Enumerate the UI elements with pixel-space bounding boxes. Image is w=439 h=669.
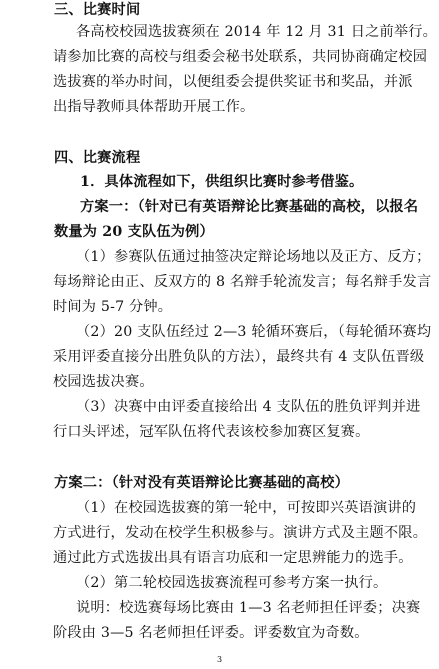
plan1-step3-line-2: 行口头评述，冠军队伍将代表该校参加赛区复赛。	[53, 424, 370, 440]
plan1-step3-line-1: （3）决赛中由评委直接给出 4 支队伍的胜负评判并进	[76, 399, 421, 415]
plan1-step1-line-1: （1）参赛队伍通过抽签决定辩论场地以及正方、反方；	[76, 249, 431, 265]
section-heading-flow: 四、比赛流程	[54, 150, 141, 166]
plan2-step1-line-1: （1）在校园选拔赛的第一轮中，可按即兴英语演讲的	[76, 500, 417, 516]
time-para-line-3: 选拔赛的举办时间，以便组委会提供奖证书和奖品，并派	[53, 74, 413, 90]
plan2-title: 方案二：（针对没有英语辩论比赛基础的高校）	[54, 475, 350, 491]
section-heading-time: 三、比赛时间	[54, 2, 141, 18]
plan2-note-line-1: 说明：校选赛每场比赛由 1—3 名老师担任评委；决赛	[76, 600, 421, 616]
plan1-step1-line-2: 每场辩论由正、反双方的 8 名辩手轮流发言；每名辩手发言	[53, 274, 432, 290]
time-para-line-1: 各高校校园选拔赛须在 2014 年 12 月 31 日之前举行。	[76, 24, 438, 40]
plan2-step1-line-2: 方式进行，发动在校学生积极参与。演讲方式及主题不限。	[53, 525, 428, 541]
plan1-step1-line-3: 时间为 5-7 分钟。	[53, 299, 173, 315]
time-para-line-4: 出指导教师具体帮助开展工作。	[53, 99, 255, 115]
plan1-step2-line-2: 采用评委直接分出胜负队的方法），最终共有 4 支队伍晋级	[53, 349, 425, 365]
page-number: 3	[216, 655, 223, 664]
plan2-step1-line-3: 通过此方式选拔出具有语言功底和一定思辨能力的选手。	[53, 550, 413, 566]
time-para-line-2: 请参加比赛的高校与组委会秘书处联系，共同协商确定校园	[53, 49, 428, 65]
plan1-step2-line-1: （2）20 支队伍经过 2—3 轮循环赛后，（每轮循环赛均	[76, 324, 432, 340]
plan1-title-line-1: 方案一：（针对已有英语辩论比赛基础的高校，以报名	[80, 199, 419, 215]
flow-intro: 1．具体流程如下，供组织比赛时参考借鉴。	[80, 174, 364, 190]
plan2-note-line-2: 阶段由 3—5 名老师担任评委。评委数宜为奇数。	[53, 625, 369, 641]
plan1-title-line-2: 数量为 20 支队伍为例）	[54, 224, 214, 240]
plan1-step2-line-3: 校园选拔决赛。	[53, 374, 154, 390]
plan2-step2: （2）第二轮校园选拔赛流程可参考方案一执行。	[76, 575, 388, 591]
